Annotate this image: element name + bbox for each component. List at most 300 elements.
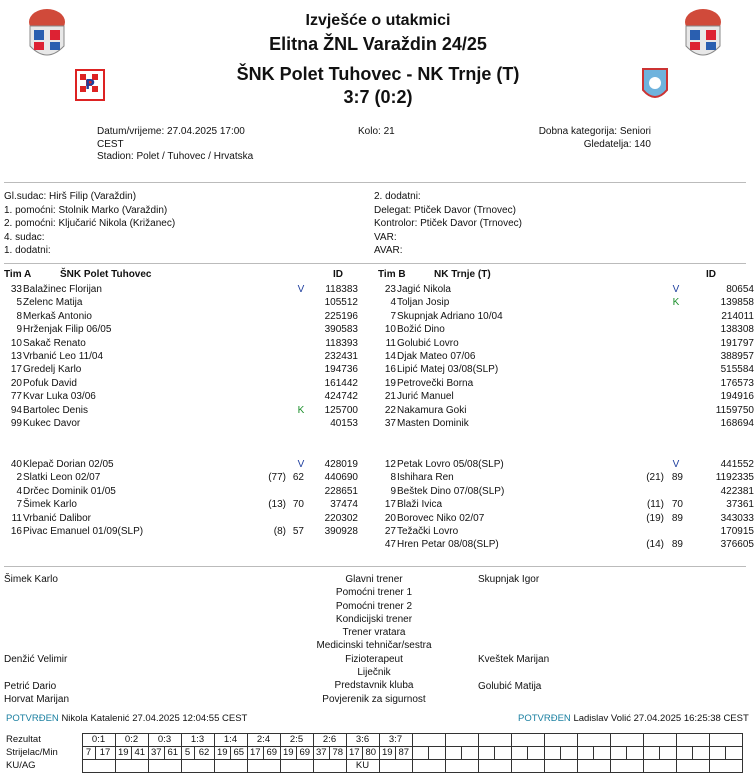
scorer-cell: 17 — [346, 747, 363, 760]
player-id: 194916 — [720, 391, 754, 403]
role-medical-technician: Medicinski tehničar/sestra — [316, 640, 432, 652]
player-name: Pivac Emanuel 01/09(SLP) — [23, 526, 144, 537]
team-b-confirmed-status: POTVRĐEN — [518, 713, 571, 724]
player-number: 9 — [16, 324, 22, 336]
scorer-cell — [544, 747, 561, 760]
scorer-cell — [643, 747, 660, 760]
substitute-row — [0, 471, 370, 484]
player-name: Gredelj Karlo — [23, 364, 82, 376]
substitute-row — [374, 498, 754, 511]
player-number: 94 — [10, 404, 22, 416]
divider — [4, 566, 746, 567]
scorer-cell — [511, 747, 528, 760]
competition-title: Elitna ŽNL Varaždin 24/25 — [269, 34, 487, 54]
ku-cell — [181, 760, 214, 773]
player-name: Kvar Luka 03/06 — [23, 391, 96, 403]
player-name: Golubić Lovro — [397, 337, 459, 349]
substitute-row — [374, 512, 754, 525]
player-id: 118383 — [325, 284, 358, 295]
scorer-cell: 19 — [379, 747, 396, 760]
result-cell: 1:3 — [181, 734, 214, 747]
staff-roles — [274, 573, 474, 706]
team-a-security: Horvat Marijan — [4, 694, 70, 705]
ku-cell — [445, 760, 478, 773]
player-id: 139858 — [720, 297, 754, 309]
player-number: 11 — [11, 512, 22, 524]
scorer-cell: 41 — [132, 747, 149, 760]
scorer-cell — [726, 747, 743, 760]
team-a-confirmed-by: Nikola Katalenić 27.04.2025 12:04:55 CEST — [61, 713, 248, 724]
player-name: Skupnjak Adriano 10/04 — [397, 310, 503, 322]
sub-minute-in: (19) — [646, 512, 664, 524]
player-number: 4 — [390, 297, 396, 309]
role-doctor: Liječnik — [357, 667, 391, 679]
scorer-cell: 19 — [115, 747, 132, 760]
player-number: 4 — [16, 485, 22, 497]
scorer-cell: 5 — [181, 747, 194, 760]
sub-minute-out: 70 — [292, 499, 304, 511]
ku-row — [4, 760, 742, 773]
official-delegate: Delegat: Ptiček Davor (Trnovec) — [374, 204, 516, 216]
match-round: Kolo: 21 — [358, 126, 395, 137]
player-name: Balažinec Florijan — [23, 284, 102, 295]
player-number: 9 — [390, 485, 396, 497]
team-b-representative: Golubić Matija — [478, 681, 542, 692]
player-id: 118393 — [325, 337, 358, 349]
player-name: Zelenc Matija — [23, 297, 83, 309]
match-datetime-block — [97, 126, 253, 164]
match-spectators: Gledatelja: 140 — [583, 138, 651, 150]
result-cell — [511, 734, 544, 747]
sub-minute-in: (77) — [268, 472, 286, 484]
player-id: 37361 — [726, 499, 754, 511]
ku-cell — [544, 760, 577, 773]
player-row — [0, 390, 370, 403]
player-id: 191797 — [720, 337, 754, 349]
result-cell — [676, 734, 709, 747]
player-id: 1159750 — [715, 404, 754, 416]
ku-cell — [214, 760, 247, 773]
player-number: 7 — [16, 499, 22, 511]
substitute-row — [0, 512, 370, 525]
scorer-cell: 17 — [247, 747, 264, 760]
result-cell: 0:1 — [82, 734, 115, 747]
player-number: 16 — [384, 364, 396, 376]
player-number: 2 — [16, 472, 22, 484]
player-name: Ishihara Ren — [397, 472, 454, 484]
player-id: 441552 — [720, 459, 754, 470]
scorer-cell — [445, 747, 462, 760]
result-label: Rezultat — [6, 734, 41, 745]
ku-label: KU/AG — [6, 760, 36, 771]
match-timezone: CEST — [97, 138, 124, 150]
player-number: 17 — [384, 499, 396, 511]
player-name: Težački Lovro — [397, 526, 459, 537]
player-number: 99 — [10, 418, 22, 429]
match-category: Dobna kategorija: Seniori — [538, 126, 651, 137]
scorer-cell: 61 — [165, 747, 182, 760]
svg-text:P: P — [85, 78, 95, 93]
team-a-id-header: ID — [333, 269, 343, 280]
substitute-row — [374, 471, 754, 484]
player-row — [0, 377, 370, 390]
ku-cell — [676, 760, 709, 773]
player-number: 40 — [10, 459, 22, 470]
result-cell: 0:3 — [148, 734, 181, 747]
result-cell: 0:2 — [115, 734, 148, 747]
role-head-coach: Glavni trener — [345, 574, 403, 585]
player-id: 225196 — [324, 310, 358, 322]
result-cell: 2:6 — [313, 734, 346, 747]
player-row — [0, 337, 370, 350]
player-id: 1192335 — [715, 472, 754, 484]
scorer-cell — [495, 747, 512, 760]
result-cell: 3:7 — [379, 734, 412, 747]
official-additional-2: 2. dodatni: — [374, 191, 421, 202]
player-number: 7 — [390, 310, 396, 322]
player-id: 440690 — [324, 472, 358, 484]
player-id: 515584 — [720, 364, 754, 376]
scorer-cell — [429, 747, 446, 760]
divider — [4, 182, 746, 183]
player-id: 376605 — [720, 539, 754, 551]
player-name: Božić Dino — [397, 324, 445, 336]
official-fourth: 4. sudac: — [4, 231, 45, 243]
player-name: Hrženjak Filip 06/05 — [23, 324, 112, 336]
scorer-cell: 7 — [82, 747, 95, 760]
team-b-confirmed-by: Ladislav Volić 27.04.2025 16:25:38 CEST — [573, 713, 749, 724]
scorer-cell: 65 — [231, 747, 248, 760]
scorer-cell: 62 — [194, 747, 214, 760]
scorer-cell — [693, 747, 710, 760]
scorer-cell — [709, 747, 726, 760]
role-fitness-coach: Kondicijski trener — [335, 613, 413, 625]
player-id: 428019 — [324, 459, 358, 470]
captain-mark: K — [672, 297, 680, 309]
scorer-cell: 37 — [148, 747, 165, 760]
player-name: Slatki Leon 02/07 — [23, 472, 101, 484]
player-number: 13 — [10, 351, 22, 362]
scorer-cell: 69 — [297, 747, 314, 760]
match-datetime: Datum/vrijeme: 27.04.2025 17:00 — [97, 126, 245, 137]
player-id: 424742 — [324, 391, 358, 403]
player-row — [374, 417, 754, 430]
team-a-confirmed-status: POTVRĐEN — [6, 713, 59, 724]
player-name: Lipić Matej 03/08(SLP) — [397, 364, 499, 376]
player-id: 388957 — [720, 351, 754, 362]
report-title: Izvješće o utakmici — [305, 12, 451, 29]
player-name: Vrbanić Dalibor — [23, 512, 91, 524]
player-number: 8 — [16, 310, 22, 322]
scorer-cell — [412, 747, 429, 760]
player-name: Bartolec Denis — [23, 404, 89, 416]
scorer-cell — [561, 747, 578, 760]
player-name: Jurić Manuel — [397, 391, 454, 403]
scorer-cell: 17 — [95, 747, 115, 760]
ku-cell — [379, 760, 412, 773]
player-id: 220302 — [324, 512, 358, 524]
player-number: 33 — [10, 284, 22, 295]
scorer-cell — [528, 747, 545, 760]
scorer-cell — [594, 747, 611, 760]
player-number: 21 — [384, 391, 396, 403]
player-id: 105512 — [324, 297, 358, 309]
scorer-cell — [577, 747, 594, 760]
scoring-table — [4, 733, 743, 773]
substitute-row — [0, 458, 370, 471]
goalkeeper-mark: V — [672, 459, 680, 470]
sub-minute-in: (14) — [646, 539, 664, 551]
ku-cell — [82, 760, 115, 773]
result-cell — [412, 734, 445, 747]
player-id: 37474 — [330, 499, 358, 511]
ku-cell — [313, 760, 346, 773]
player-name: Jagić Nikola — [397, 284, 451, 295]
ku-cell — [610, 760, 643, 773]
player-number: 8 — [390, 472, 396, 484]
ku-cell — [247, 760, 280, 773]
team-a-label: Tim A — [4, 269, 32, 280]
player-row — [0, 350, 370, 363]
scorer-cell — [610, 747, 627, 760]
player-name: Djak Mateo 07/06 — [397, 351, 476, 362]
sub-minute-out: 89 — [671, 539, 683, 551]
player-row — [374, 363, 754, 376]
official-avar: AVAR: — [374, 245, 403, 256]
player-number: 19 — [384, 377, 396, 389]
scorer-cell: 80 — [363, 747, 380, 760]
player-name: Vrbanić Leo 11/04 — [23, 351, 104, 362]
player-row — [374, 323, 754, 336]
player-name: Sakač Renato — [23, 337, 86, 349]
player-row — [374, 377, 754, 390]
team-b-confirmation — [518, 713, 749, 724]
player-id: 390583 — [324, 324, 358, 336]
player-name: Beštek Dino 07/08(SLP) — [397, 485, 505, 497]
result-row — [4, 734, 742, 747]
sub-minute-out: 57 — [292, 526, 304, 537]
player-name: Borovec Niko 02/07 — [397, 512, 485, 524]
player-number: 47 — [384, 539, 396, 551]
player-row — [0, 296, 370, 309]
player-row — [374, 404, 754, 417]
result-cell — [445, 734, 478, 747]
player-row — [374, 337, 754, 350]
result-cell — [478, 734, 511, 747]
player-row — [374, 350, 754, 363]
result-cell — [544, 734, 577, 747]
match-score: 3:7 (0:2) — [343, 87, 413, 107]
player-row — [0, 323, 370, 336]
player-name: Drčec Dominik 01/05 — [23, 485, 116, 497]
match-stadium: Stadion: Polet / Tuhovec / Hrvatska — [97, 151, 254, 162]
scorer-cell — [660, 747, 677, 760]
scorer-cell — [478, 747, 495, 760]
role-security-commissioner: Povjerenik za sigurnost — [322, 693, 426, 705]
scorer-cell: 19 — [280, 747, 297, 760]
player-number: 77 — [10, 391, 22, 403]
player-id: 161442 — [324, 377, 358, 389]
scorer-cell: 19 — [214, 747, 231, 760]
result-cell: 2:5 — [280, 734, 313, 747]
scorer-label: Strijelac/Min — [6, 747, 58, 758]
player-row — [0, 404, 370, 417]
scorer-cell: 69 — [264, 747, 281, 760]
player-number: 23 — [384, 284, 396, 295]
officials-right — [374, 190, 522, 258]
sub-minute-out: 89 — [671, 512, 683, 524]
player-name: Pofuk David — [23, 377, 77, 389]
role-assistant-coach-1: Pomoćni trener 1 — [335, 587, 413, 599]
sub-minute-in: (8) — [273, 526, 286, 537]
substitute-row — [0, 485, 370, 498]
player-id: 138308 — [720, 324, 754, 336]
team-a-name: ŠNK Polet Tuhovec — [60, 269, 152, 280]
player-id: 232431 — [324, 351, 358, 362]
sub-minute-in: (11) — [646, 499, 664, 511]
ku-cell — [412, 760, 445, 773]
player-id: 176573 — [720, 377, 754, 389]
player-id: 168694 — [720, 418, 754, 429]
player-number: 17 — [10, 364, 22, 376]
sub-minute-out: 89 — [671, 472, 683, 484]
result-cell: 3:6 — [346, 734, 379, 747]
sub-minute-in: (13) — [268, 499, 286, 511]
substitute-row — [0, 498, 370, 511]
team-b-head-coach: Skupnjak Igor — [478, 574, 540, 585]
player-number: 22 — [384, 404, 396, 416]
player-row — [0, 417, 370, 430]
team-a-representative: Petrić Dario — [4, 681, 57, 692]
player-id: 40153 — [330, 418, 358, 429]
ku-cell — [148, 760, 181, 773]
player-row — [374, 296, 754, 309]
team-b-id-header: ID — [706, 269, 716, 280]
player-id: 194736 — [324, 364, 358, 376]
ku-cell: KU — [346, 760, 379, 773]
ku-cell — [280, 760, 313, 773]
role-assistant-coach-2: Pomoćni trener 2 — [335, 600, 413, 612]
official-assistant-1: 1. pomoćni: Stolnik Marko (Varaždin) — [4, 204, 168, 216]
official-controller: Kontrolor: Ptiček Davor (Trnovec) — [374, 218, 523, 229]
player-row — [0, 310, 370, 323]
player-id: 125700 — [324, 404, 358, 416]
match-title: ŠNK Polet Tuhovec - NK Trnje (T) — [236, 64, 520, 84]
player-id: 343033 — [720, 512, 754, 524]
ku-cell — [511, 760, 544, 773]
ku-cell — [577, 760, 610, 773]
officials-left — [4, 190, 175, 258]
player-name: Petak Lovro 05/08(SLP) — [397, 459, 504, 470]
player-id: 390928 — [324, 526, 358, 537]
player-number: 27 — [384, 526, 396, 537]
official-assistant-2: 2. pomoćni: Ključarić Nikola (Križanec) — [4, 218, 176, 229]
scorer-cell — [676, 747, 693, 760]
player-id: 170915 — [720, 526, 754, 537]
role-goalkeeper-coach: Trener vratara — [342, 627, 406, 639]
result-cell: 2:4 — [247, 734, 280, 747]
player-number: 10 — [10, 337, 22, 349]
role-club-representative: Predstavnik kluba — [334, 680, 414, 692]
scorer-cell — [627, 747, 644, 760]
player-name: Petrovečki Borna — [397, 377, 474, 389]
substitute-row — [374, 525, 754, 538]
goalkeeper-mark: V — [297, 459, 305, 470]
captain-mark: K — [297, 404, 305, 416]
player-row — [0, 283, 370, 296]
team-b-physio: Kveštek Marijan — [478, 654, 550, 665]
ku-cell — [115, 760, 148, 773]
player-number: 20 — [10, 377, 22, 389]
player-number: 16 — [10, 526, 22, 537]
player-name: Masten Dominik — [397, 418, 469, 429]
team-a-physio: Denžić Velimir — [4, 654, 68, 665]
team-a-confirmation — [6, 713, 247, 724]
substitute-row — [0, 525, 370, 538]
official-additional-1: 1. dodatni: — [4, 245, 51, 256]
player-name: Kukec Davor — [23, 418, 81, 429]
official-var: VAR: — [374, 231, 397, 243]
team-a-head-coach: Šimek Karlo — [4, 574, 58, 585]
player-number: 11 — [385, 337, 396, 349]
player-name: Merkaš Antonio — [23, 310, 92, 322]
player-number: 10 — [384, 324, 396, 336]
player-id: 422381 — [720, 485, 754, 497]
player-name: Toljan Josip — [397, 297, 450, 309]
result-cell — [577, 734, 610, 747]
goalkeeper-mark: V — [297, 284, 305, 295]
player-row — [374, 283, 754, 296]
player-number: 14 — [384, 351, 396, 362]
player-row — [0, 363, 370, 376]
substitute-row — [374, 458, 754, 471]
sub-minute-out: 70 — [671, 499, 683, 511]
player-number: 20 — [384, 512, 396, 524]
player-name: Hren Petar 08/08(SLP) — [397, 539, 499, 551]
scorer-cell: 37 — [313, 747, 330, 760]
team-b-name: NK Trnje (T) — [434, 269, 491, 280]
player-number: 37 — [384, 418, 396, 429]
scorer-cell: 87 — [396, 747, 413, 760]
official-main-referee: Gl.sudac: Hirš Filip (Varaždin) — [4, 191, 137, 202]
result-cell — [643, 734, 676, 747]
sub-minute-out: 62 — [292, 472, 304, 484]
result-cell — [610, 734, 643, 747]
player-name: Klepač Dorian 02/05 — [23, 459, 114, 470]
substitute-row — [374, 485, 754, 498]
player-id: 214011 — [721, 310, 754, 322]
player-number: 5 — [16, 297, 22, 309]
match-category-block — [530, 126, 651, 151]
ku-cell — [709, 760, 742, 773]
player-row — [374, 390, 754, 403]
role-physiotherapist: Fizioterapeut — [345, 653, 403, 665]
player-name: Blaži Ivica — [397, 499, 443, 511]
player-id: 80654 — [726, 284, 754, 295]
goalkeeper-mark: V — [672, 284, 680, 295]
player-number: 12 — [384, 459, 396, 470]
scorer-cell — [462, 747, 479, 760]
ku-cell — [643, 760, 676, 773]
player-name: Šimek Karlo — [23, 499, 77, 511]
ku-cell — [478, 760, 511, 773]
player-id: 228651 — [324, 485, 358, 497]
team-b-label: Tim B — [378, 269, 406, 280]
sub-minute-in: (21) — [646, 472, 664, 484]
player-name: Nakamura Goki — [397, 404, 467, 416]
player-row — [374, 310, 754, 323]
result-cell: 1:4 — [214, 734, 247, 747]
